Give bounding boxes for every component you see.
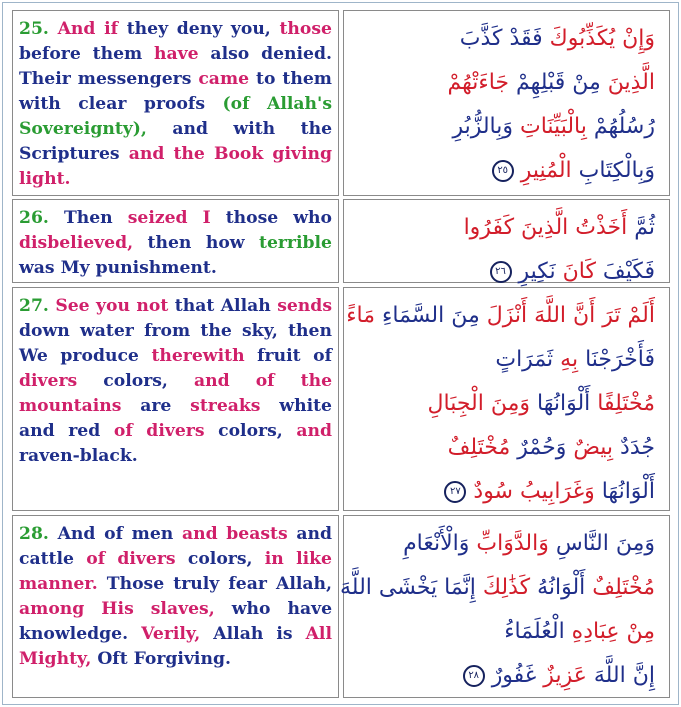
translation-segment: raven-black. [19,446,138,466]
translation-segment: among His slaves, [19,599,215,619]
translation-segment: sends [277,296,332,316]
translation-segment: came [198,69,250,89]
arabic-line [352,382,655,426]
verse-row-26 [12,199,681,283]
arabic-segment: بِيضٌ [566,435,614,460]
arabic-segment: جُدَدٌ [613,435,655,460]
arabic-segment: فَقَدْ كَذَّبَ [459,26,543,51]
arabic-segment: مُخْتَلِفٌ [447,435,511,460]
arabic-text-cell [343,199,670,283]
translation-segment: disbelieved, [19,233,134,253]
translation-segment: I [187,208,211,228]
translation-segment: was My punishment. [19,258,217,278]
arabic-text-cell [340,515,670,698]
translation-segment: colors, [204,421,297,441]
translation-segment: in like manner. [19,549,332,594]
translation-segment: seized [127,208,188,228]
arabic-segment: جَاءَتْهُمْ [447,70,510,95]
arabic-segment: مُخْتَلِفًا [590,391,655,416]
translation-segment: mountains [19,396,122,416]
translation-segment: streaks [190,396,261,416]
ayah-number-marker: ٢٦ [490,261,512,283]
arabic-segment: الَّذِينَ [600,70,655,95]
translation-segment: down water from the sky, then We produce [19,321,332,366]
translation-segment: therewith [151,346,245,366]
translation-segment: they deny you, [118,19,280,39]
translation-segment: and [296,421,332,441]
translation-segment: to them with clear proofs [19,69,332,114]
arabic-line [352,17,655,61]
translation-segment: white and red [19,396,332,441]
arabic-segment: وَمِنَ النَّاسِ [548,531,655,556]
translation-segment: 25. [19,19,49,39]
translation-segment: that Allah [168,296,278,316]
arabic-segment: وَبِالْكِتَابِ [571,158,655,183]
arabic-line [352,338,655,382]
arabic-segment: أَلْوَانُهَا [594,479,655,504]
arabic-segment: وَحُمْرٌ [510,435,567,460]
arabic-segment: أَلْوَانُهَا [530,391,591,416]
translation-segment: and with the Scriptures [19,119,332,164]
ayah-number-marker: ٢٧ [444,481,466,503]
arabic-segment: كَانَ [555,259,596,284]
translation-segment: of divers [86,549,176,569]
ayah-number-marker: ٢٨ [463,665,485,687]
translation-segment: 26. [19,208,49,228]
translation-segment: have [154,44,199,64]
translation-segment: before them [19,44,155,64]
arabic-segment: مِنَ السَّمَاءِ [375,303,480,328]
arabic-segment: وَالدَّوَابِّ [469,531,549,556]
arabic-line [352,149,655,193]
arabic-segment: الْعُلَمَاءُ [504,619,565,644]
translation-segment: and cattle [19,524,332,569]
translation-segment: Those truly fear Allah, [97,574,332,594]
arabic-segment: الْمُنِيرِ [520,158,572,183]
translation-segment: divers [19,371,78,391]
arabic-segment: أَلْوَانُهُ [530,575,586,600]
arabic-text-cell [343,10,670,196]
arabic-segment: كَذَٰلِكَ [475,575,531,600]
verse-row-25 [12,10,681,196]
arabic-segment: عَزِيزٌ [536,663,587,688]
arabic-segment: رُسُلُهُمْ [586,114,655,139]
arabic-segment: وَغَرَابِيبُ سُودٌ [473,479,595,504]
arabic-line [352,610,655,654]
translation-segment: Oft Forgiving. [91,649,231,669]
arabic-line [352,522,655,566]
arabic-segment: مَاءً [346,303,376,328]
english-translation-cell [12,199,339,283]
translation-segment: giving light. [19,144,332,189]
arabic-segment: غَفُورٌ [491,663,537,688]
translation-segment: See you not [48,296,169,316]
translation-segment: All Mighty, [19,624,332,669]
translation-segment: fruit of [244,346,332,366]
translation-segment: who have knowledge. [19,599,333,644]
translation-segment: colors, [175,549,265,569]
translation-segment: colors, [77,371,194,391]
arabic-text-cell [343,287,670,511]
arabic-segment: بِهِ [553,347,579,372]
arabic-line [352,470,655,514]
arabic-segment: وَمِنَ الْجِبَالِ [427,391,530,416]
arabic-line [352,61,655,105]
translation-segment: (of Allah's Sovereignty), [19,94,332,139]
translation-segment: And [48,19,105,39]
translation-segment: those who [210,208,333,228]
translation-segment: of the [229,371,333,391]
arabic-line [352,206,655,250]
arabic-line [352,654,655,698]
translation-segment: also denied. Their messengers [19,44,332,89]
translation-segment: 28. [19,524,49,544]
english-translation-cell [12,10,339,196]
translation-segment: are [121,396,191,416]
arabic-segment: مُخْتَلِفٌ [585,575,655,600]
ayah-number-marker: ٢٥ [492,160,514,182]
translation-segment: And of men [48,524,182,544]
arabic-segment: أَخَذْتُ الَّذِينَ كَفَرُوا [463,215,628,240]
translation-segment: of divers [113,421,205,441]
translation-segment: and [193,371,230,391]
translation-segment: Allah is [200,624,306,644]
arabic-line [340,566,655,610]
translation-segment: then how [133,233,259,253]
arabic-segment: نَكِيرِ [518,259,556,284]
translation-segment: if [104,19,119,39]
arabic-segment: مِنْ عِبَادِهِ [564,619,655,644]
translation-segment: those [279,19,332,39]
arabic-segment: فَأَخْرَجْنَا [578,347,655,372]
arabic-segment: بِالْبَيِّنَاتِ [513,114,587,139]
arabic-segment: إِنَّمَا يَخْشَى اللَّهَ [340,575,476,600]
arabic-line [352,105,655,149]
english-translation-cell [12,287,339,511]
translation-segment: 27. [19,296,49,316]
arabic-segment: ثُمَّ [627,215,655,240]
verse-row-27 [12,287,681,511]
translation-segment: Then [48,208,128,228]
arabic-segment: وَإِنْ يُكَذِّبُوكَ [542,26,655,51]
translation-segment: Verily, [141,624,201,644]
arabic-line [352,426,655,470]
arabic-line [346,294,655,338]
arabic-segment: ثَمَرَاتٍ [495,347,554,372]
translation-segment: and beasts [181,524,288,544]
arabic-segment: مِنْ قَبْلِهِمْ [509,70,601,95]
translation-segment: terrible [259,233,332,253]
arabic-segment: فَكَيْفَ [595,259,655,284]
translation-segment: and the Book [128,144,264,164]
arabic-segment: إِنَّ اللَّهَ [586,663,655,688]
arabic-segment: وَالْأَنْعَامِ [403,531,470,556]
english-translation-cell [12,515,339,698]
arabic-segment: أَلَمْ تَرَ أَنَّ اللَّهَ أَنْزَلَ [479,303,655,328]
arabic-segment: وَبِالزُّبُرِ [452,114,514,139]
verse-row-28 [12,515,681,698]
